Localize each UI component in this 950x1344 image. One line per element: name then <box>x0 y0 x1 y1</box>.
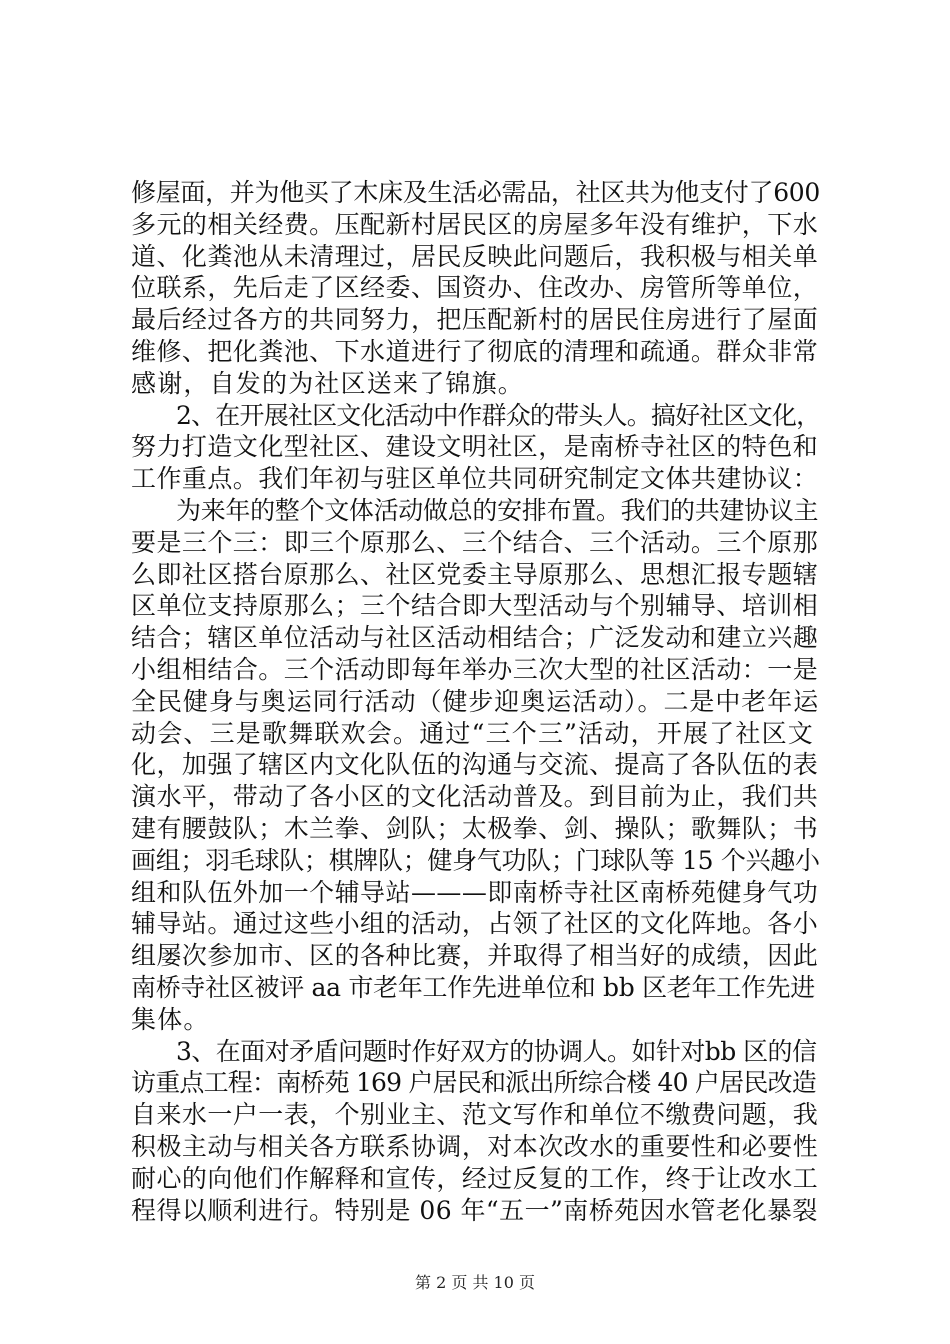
text-line: 访重点工程：南桥苑 169 户居民和派出所综合楼 40 户居民改造 <box>131 1068 816 1098</box>
page-number-footer: 第 2 页 共 10 页 <box>415 1273 535 1292</box>
paragraph-start-line: 2、在开展社区文化活动中作群众的带头人。搞好社区文化， <box>176 400 821 430</box>
text-line: 工作重点。我们年初与驻区单位共同研究制定文体共建协议： <box>131 464 819 494</box>
paragraph-start-line: 3、在面对矛盾问题时作好双方的协调人。如针对bb 区的信 <box>176 1036 817 1066</box>
text-line: 么即社区搭台原那么、社区党委主导原那么、思想汇报专题辖 <box>131 559 819 589</box>
text-line: 演水平，带动了各小区的文化活动普及。到目前为止，我们共 <box>131 782 819 812</box>
text-line: 建有腰鼓队；木兰拳、剑队；太极拳、剑、操队；歌舞队；书 <box>131 813 819 843</box>
text-line: 位联系，先后走了区经委、国资办、住改办、房管所等单位， <box>131 273 819 303</box>
text-line: 维修、把化粪池、下水道进行了彻底的清理和疏通。群众非常 <box>131 336 819 366</box>
text-line: 南桥寺社区被评 aa 市老年工作先进单位和 bb 区老年工作先进 <box>131 972 816 1002</box>
text-line: 修屋面，并为他买了木床及生活必需品，社区共为他支付了600 <box>131 178 821 207</box>
text-line: 组屡次参加市、区的各种比赛，并取得了相当好的成绩，因此 <box>131 941 819 971</box>
text-line: 结合；辖区单位活动与社区活动相结合；广泛发动和建立兴趣 <box>131 623 819 653</box>
paragraph-start-line: 为来年的整个文体活动做总的安排布置。我们的共建协议主 <box>176 495 819 525</box>
document-body <box>131 177 821 1226</box>
text-line: 全民健身与奥运同行活动（健步迎奥运活动）。二是中老年运 <box>131 686 820 716</box>
text-line: 小组相结合。三个活动即每年举办三次大型的社区活动：一是 <box>131 654 819 684</box>
text-line: 要是三个三：即三个原那么、三个结合、三个活动。三个原那 <box>131 527 819 557</box>
text-line: 辅导站。通过这些小组的活动，占领了社区的文化阵地。各小 <box>131 909 819 939</box>
text-line: 画组；羽毛球队；棋牌队；健身气功队；门球队等 15 个兴趣小 <box>131 845 820 875</box>
text-line: 区单位支持原那么；三个结合即大型活动与个别辅导、培训相 <box>131 591 819 621</box>
text-line: 动会、三是歌舞联欢会。通过“三个三”活动，开展了社区文 <box>131 718 814 748</box>
text-line: 自来水一户一表，个别业主、范文写作和单位不缴费问题，我 <box>131 1100 819 1130</box>
text-line: 道、化粪池从未清理过，居民反映此问题后，我积极与相关单 <box>131 241 819 271</box>
text-line: 程得以顺利进行。特别是 06 年“五一”南桥苑因水管老化暴裂 <box>131 1195 818 1225</box>
text-line: 耐心的向他们作解释和宣传，经过反复的工作，终于让改水工 <box>131 1163 819 1193</box>
text-line: 努力打造文化型社区、建设文明社区，是南桥寺社区的特色和 <box>131 432 819 462</box>
text-line: 组和队伍外加一个辅导站———即南桥寺社区南桥苑健身气功 <box>131 877 819 907</box>
text-line: 感谢，自发的为社区送来了锦旗。 <box>131 368 525 398</box>
text-line: 多元的相关经费。压配新村居民区的房屋多年没有维护，下水 <box>131 209 819 239</box>
text-line: 最后经过各方的共同努力，把压配新村的居民住房进行了屋面 <box>131 305 819 335</box>
text-line: 化，加强了辖区内文化队伍的沟通与交流、提高了各队伍的表 <box>131 750 819 780</box>
text-line: 集体。 <box>131 1004 210 1034</box>
text-line: 积极主动与相关各方联系协调，对本次改水的重要性和必要性 <box>131 1131 819 1161</box>
